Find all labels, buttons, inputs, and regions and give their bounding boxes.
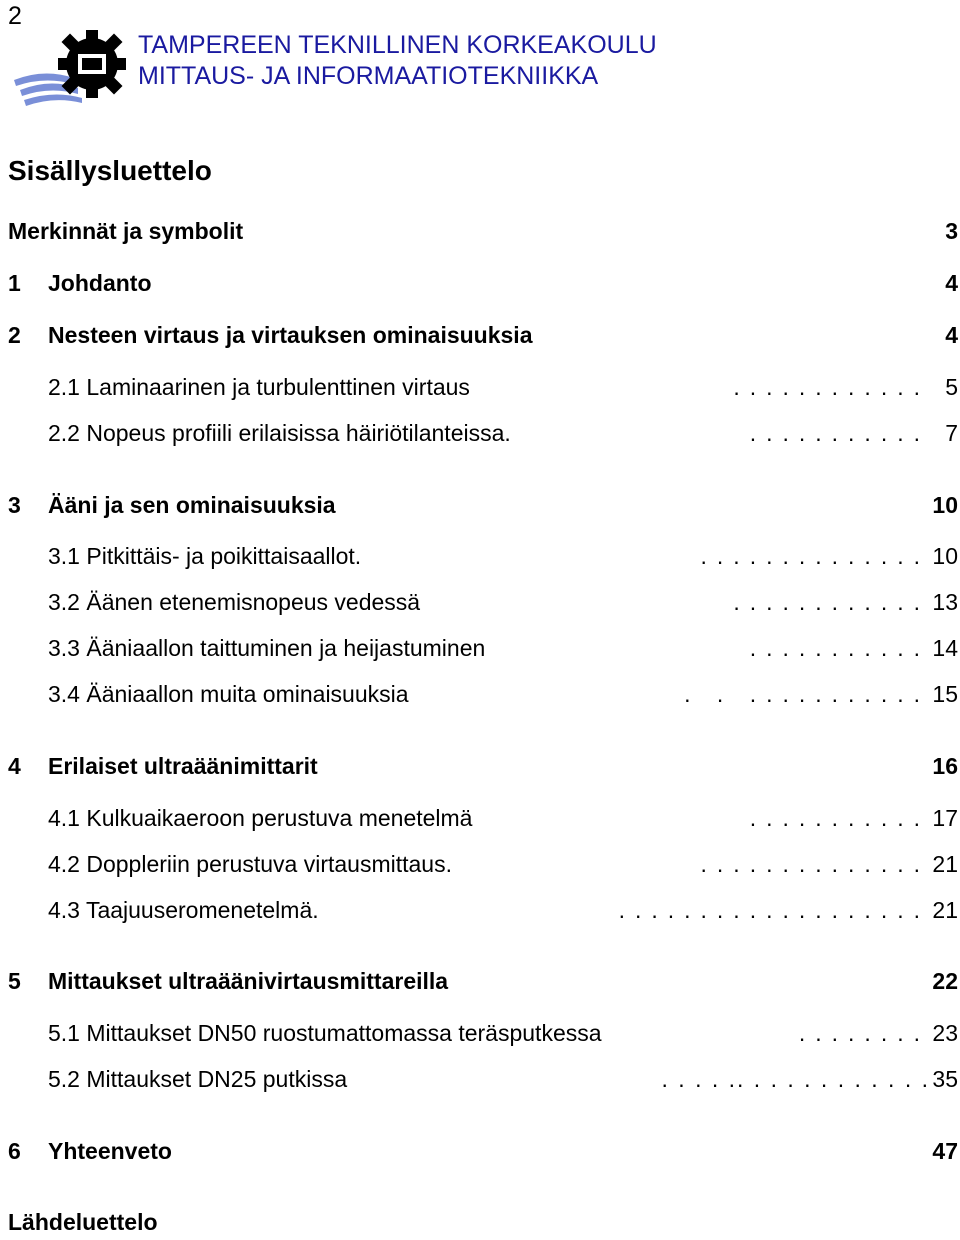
toc-entry[interactable] xyxy=(0,265,960,301)
toc-entry-number: 1 xyxy=(8,270,21,296)
toc-entry-title: 2.1 Laminaarinen ja turbulenttinen virtaus xyxy=(48,374,470,400)
toc-entry-page: 15 xyxy=(932,681,958,707)
toc-entry[interactable] xyxy=(0,800,960,836)
toc-leader-dots: ........... xyxy=(749,805,930,831)
toc-entry-page: 22 xyxy=(932,968,958,994)
toc-entry-page: 14 xyxy=(932,635,958,661)
toc-entry-title: Ääni ja sen ominaisuuksia xyxy=(48,492,336,518)
toc-leader-dots: ........... xyxy=(749,420,930,446)
toc-leader-dots: .............. xyxy=(700,851,930,877)
toc-leader-dots: .............. xyxy=(700,543,930,569)
toc-entry-number: 2 xyxy=(8,322,21,348)
toc-entry-page: 10 xyxy=(932,492,958,518)
toc-leader-dots: ............ xyxy=(733,589,930,615)
toc-entry-title: 5.2 Mittaukset DN25 putkissa xyxy=(48,1066,348,1092)
toc-entry-title: 4.1 Kulkuaikaeroon perustuva menetelmä xyxy=(48,805,473,831)
toc-entry-title: 5.1 Mittaukset DN50 ruostumattomassa teräsputkessa xyxy=(48,1020,602,1046)
toc-entry[interactable] xyxy=(0,369,960,405)
toc-leader-dots: . . ........... xyxy=(684,681,930,707)
toc-entry-number: 5 xyxy=(8,968,21,994)
gear-logo-icon xyxy=(14,28,139,108)
toc-entry-page: 16 xyxy=(932,753,958,779)
toc-leader-dots: ........ xyxy=(798,1020,930,1046)
department-name: MITTAUS- JA INFORMAATIOTEKNIIKKA xyxy=(138,62,599,90)
toc-entry[interactable] xyxy=(0,1061,960,1097)
toc-entry-title: Yhteenveto xyxy=(48,1138,172,1164)
toc-entry[interactable] xyxy=(0,892,960,928)
toc-leader-dots: ........... xyxy=(749,635,930,661)
toc-entry-page: 17 xyxy=(932,805,958,831)
toc-entry-page: 5 xyxy=(945,374,958,400)
toc-entry[interactable] xyxy=(0,538,960,574)
toc-entry-page: 21 xyxy=(932,897,958,923)
toc-entry-page: 35 xyxy=(932,1066,958,1092)
toc-entry[interactable] xyxy=(0,415,960,451)
toc-entry[interactable] xyxy=(0,487,960,523)
toc-entry-title: Johdanto xyxy=(48,270,152,296)
toc-entry-page: 47 xyxy=(932,1138,958,1164)
toc-entry[interactable] xyxy=(0,317,960,353)
toc-entry-page: 4 xyxy=(945,322,958,348)
toc-entry[interactable] xyxy=(0,1015,960,1051)
toc-entry-title: 4.3 Taajuuseromenetelmä. xyxy=(48,897,319,923)
toc-entry[interactable] xyxy=(0,213,960,249)
toc-entry[interactable] xyxy=(0,846,960,882)
toc-entry-page: 13 xyxy=(932,589,958,615)
toc-entry-page: 21 xyxy=(932,851,958,877)
toc-entry[interactable] xyxy=(0,676,960,712)
toc-entry[interactable] xyxy=(0,963,960,999)
toc-leader-dots: ................... xyxy=(618,897,930,923)
toc-entry-title: 3.4 Ääniaallon muita ominaisuuksia xyxy=(48,681,409,707)
toc-entry-title: Lähdeluettelo xyxy=(8,1209,158,1235)
toc-entry-title: Nesteen virtaus ja virtauksen ominaisuuksia xyxy=(48,322,533,348)
toc-entry-page: 23 xyxy=(932,1020,958,1046)
toc-entry-title: Mittaukset ultraäänivirtausmittareilla xyxy=(48,968,449,994)
university-name: TAMPEREEN TEKNILLINEN KORKEAKOULU xyxy=(138,31,657,59)
toc-entry[interactable] xyxy=(0,1133,960,1169)
toc-entry-page: 10 xyxy=(932,543,958,569)
toc-entry-title: 3.3 Ääniaallon taittuminen ja heijastuminen xyxy=(48,635,486,661)
toc-entry-page: 7 xyxy=(945,420,958,446)
toc-entry[interactable] xyxy=(0,748,960,784)
toc-entry-number: 3 xyxy=(8,492,21,518)
toc-entry-title: 3.2 Äänen etenemisnopeus vedessä xyxy=(48,589,421,615)
toc-entry-number: 4 xyxy=(8,753,21,779)
toc-leader-dots: . . . . .. . . . . . . . . . . . xyxy=(661,1066,930,1092)
toc-leader-dots: ............ xyxy=(733,374,930,400)
toc-entry-title: Merkinnät ja symbolit xyxy=(8,218,244,244)
toc-entry-page: 4 xyxy=(945,270,958,296)
toc-entry-title: 3.1 Pitkittäis- ja poikittaisaallot. xyxy=(48,543,362,569)
toc-entry-title: Erilaiset ultraäänimittarit xyxy=(48,753,318,779)
toc-entry-number: 6 xyxy=(8,1138,21,1164)
toc-entry-title: 4.2 Doppleriin perustuva virtausmittaus. xyxy=(48,851,452,877)
toc-entry-page: 3 xyxy=(945,218,958,244)
toc-title: Sisällysluettelo xyxy=(8,155,212,186)
page-number: 2 xyxy=(8,2,22,30)
toc-entry-title: 2.2 Nopeus profiili erilaisissa häiriötilanteissa. xyxy=(48,420,511,446)
toc-entry[interactable] xyxy=(0,630,960,666)
toc-entry[interactable] xyxy=(0,584,960,620)
